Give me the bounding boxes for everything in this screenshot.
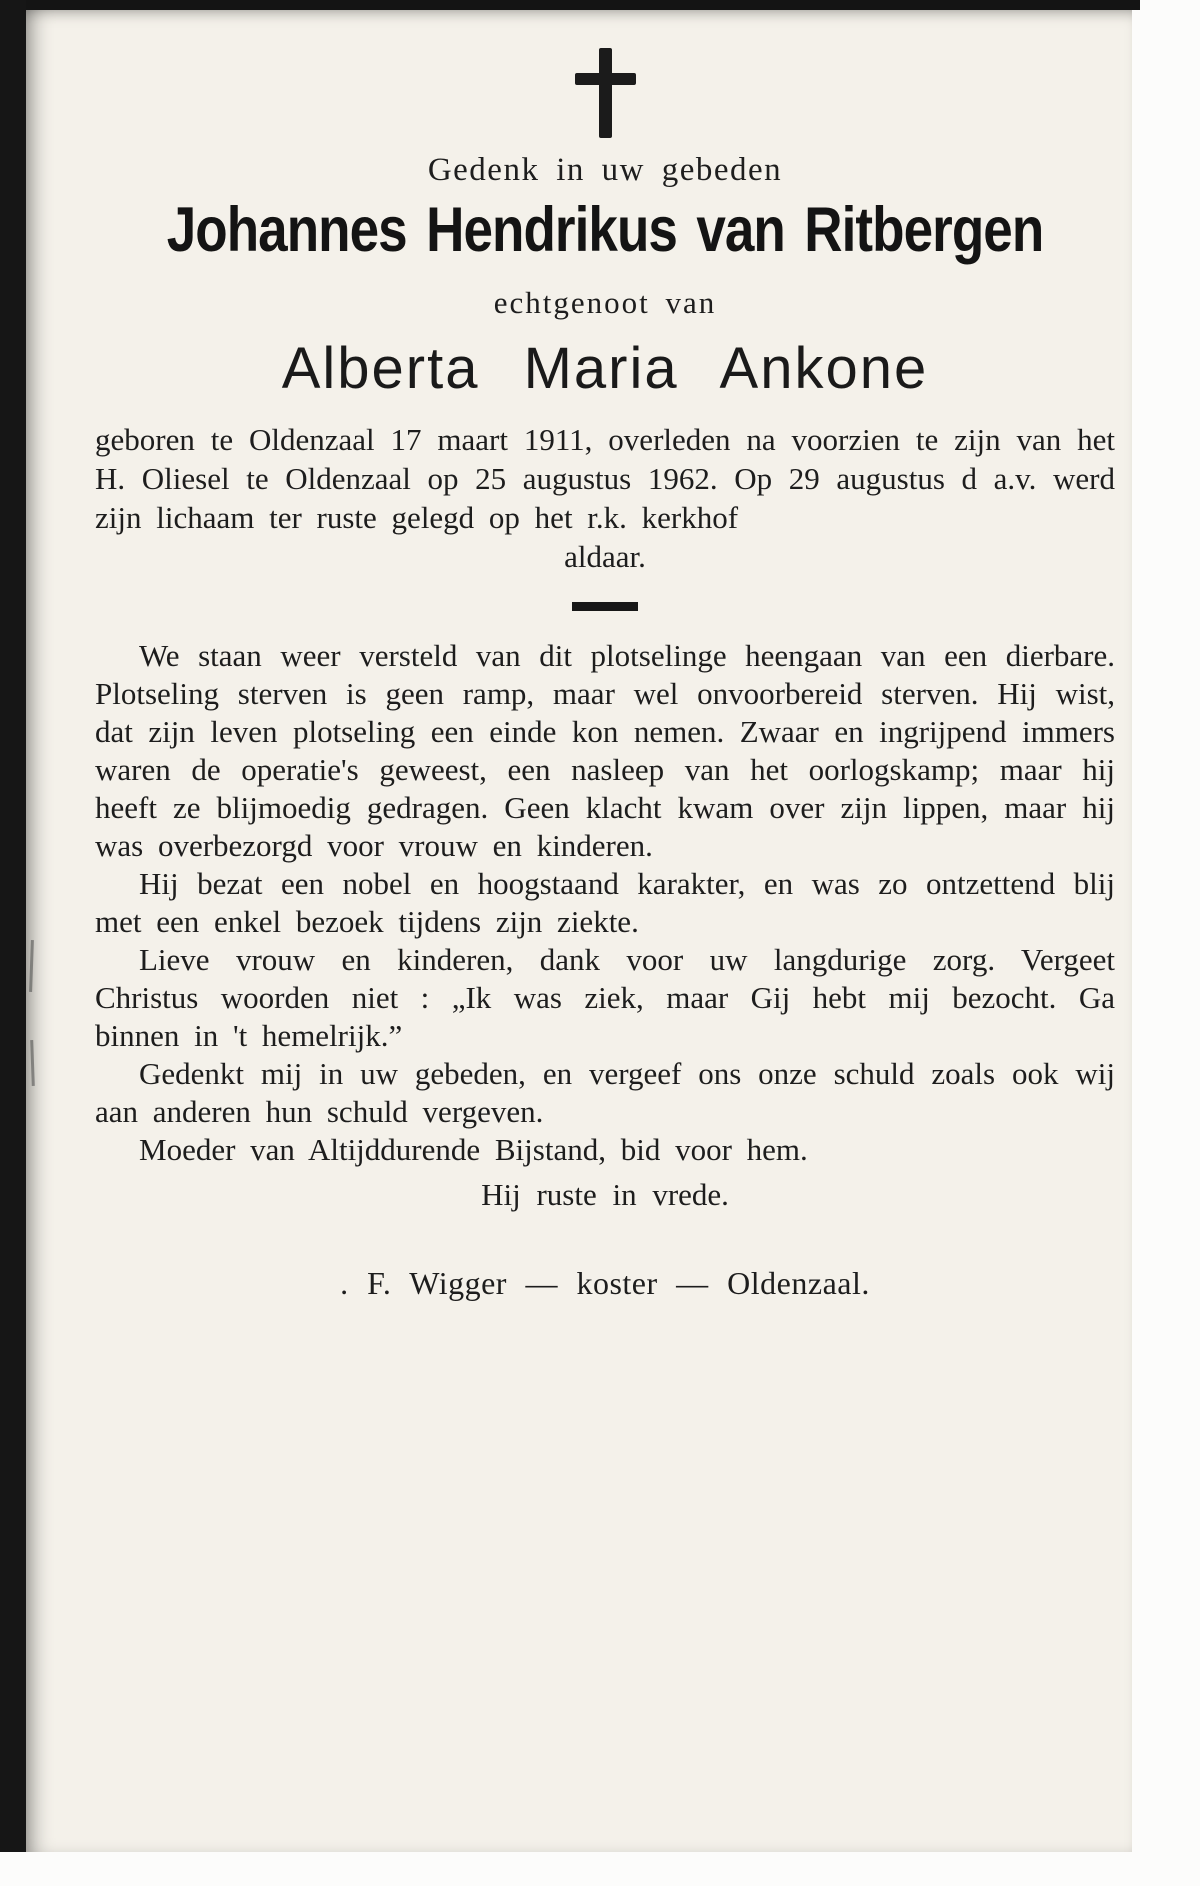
memorial-paragraph-3: Lieve vrouw en kinderen, dank voor uw langdurige zorg. Vergeet Christus woorden niet : „Ik was ziek, maar Gij hebt mij bezocht. Ga binnen in 't hemelrijk.” (95, 942, 1115, 1053)
memorial-text (95, 637, 1115, 1169)
memorial-card (26, 10, 1132, 1852)
scan-edge-left (0, 0, 26, 1852)
memorial-paragraph-1: We staan weer versteld van dit plotselinge heengaan van een dierbare. Plotseling sterven is geen ramp, maar wel onvoorbereid sterven. Hij wist, dat zijn leven plotseling een einde kon nemen. Zwaar en ingrijpend immers waren de operatie's geweest, een nasleep van het oorlogskamp; maar hij heeft ze blijmoedig gedragen. Geen klacht kwam over zijn lippen, maar hij was overbezorgd voor vrouw en kinderen. (95, 638, 1115, 863)
life-summary: geboren te Oldenzaal 17 maart 1911, overleden na voorzien te zijn van het H. Oliesel te Oldenzaal op 25 augustus 1962. Op 29 augustus d a.v. werd zijn lichaam ter ruste gelegd op het r.k. kerkhof (95, 422, 1115, 535)
spouse-name: Alberta Maria Ankone (281, 336, 929, 401)
memorial-paragraph-2: Hij bezat een nobel en hoogstaand karakter, en was zo ontzettend blij met een enkel bezoek tijdens zijn ziekte. (95, 866, 1115, 939)
life-summary-end: aldaar. (564, 539, 646, 574)
deceased-name: Johannes Hendrikus van Ritbergen (166, 194, 1044, 266)
cross-icon (599, 48, 612, 138)
section-divider (572, 602, 638, 611)
memorial-paragraph-5: Moeder van Altijddurende Bijstand, bid voor hem. (139, 1132, 808, 1167)
scan-edge-top (0, 0, 1140, 10)
scan-artifact (30, 1040, 35, 1086)
relation-line: echtgenoot van (493, 285, 717, 320)
closing-line: Hij ruste in vrede. (481, 1177, 729, 1212)
scan-artifact (29, 940, 34, 992)
memorial-paragraph-4: Gedenkt mij in uw gebeden, en vergeef ons onze schuld zoals ook wij aan anderen hun schuld vergeven. (95, 1056, 1115, 1129)
footer-line: . F. Wigger — koster — Oldenzaal. (340, 1265, 870, 1301)
prayer-line: Gedenk in uw gebeden (427, 152, 783, 188)
